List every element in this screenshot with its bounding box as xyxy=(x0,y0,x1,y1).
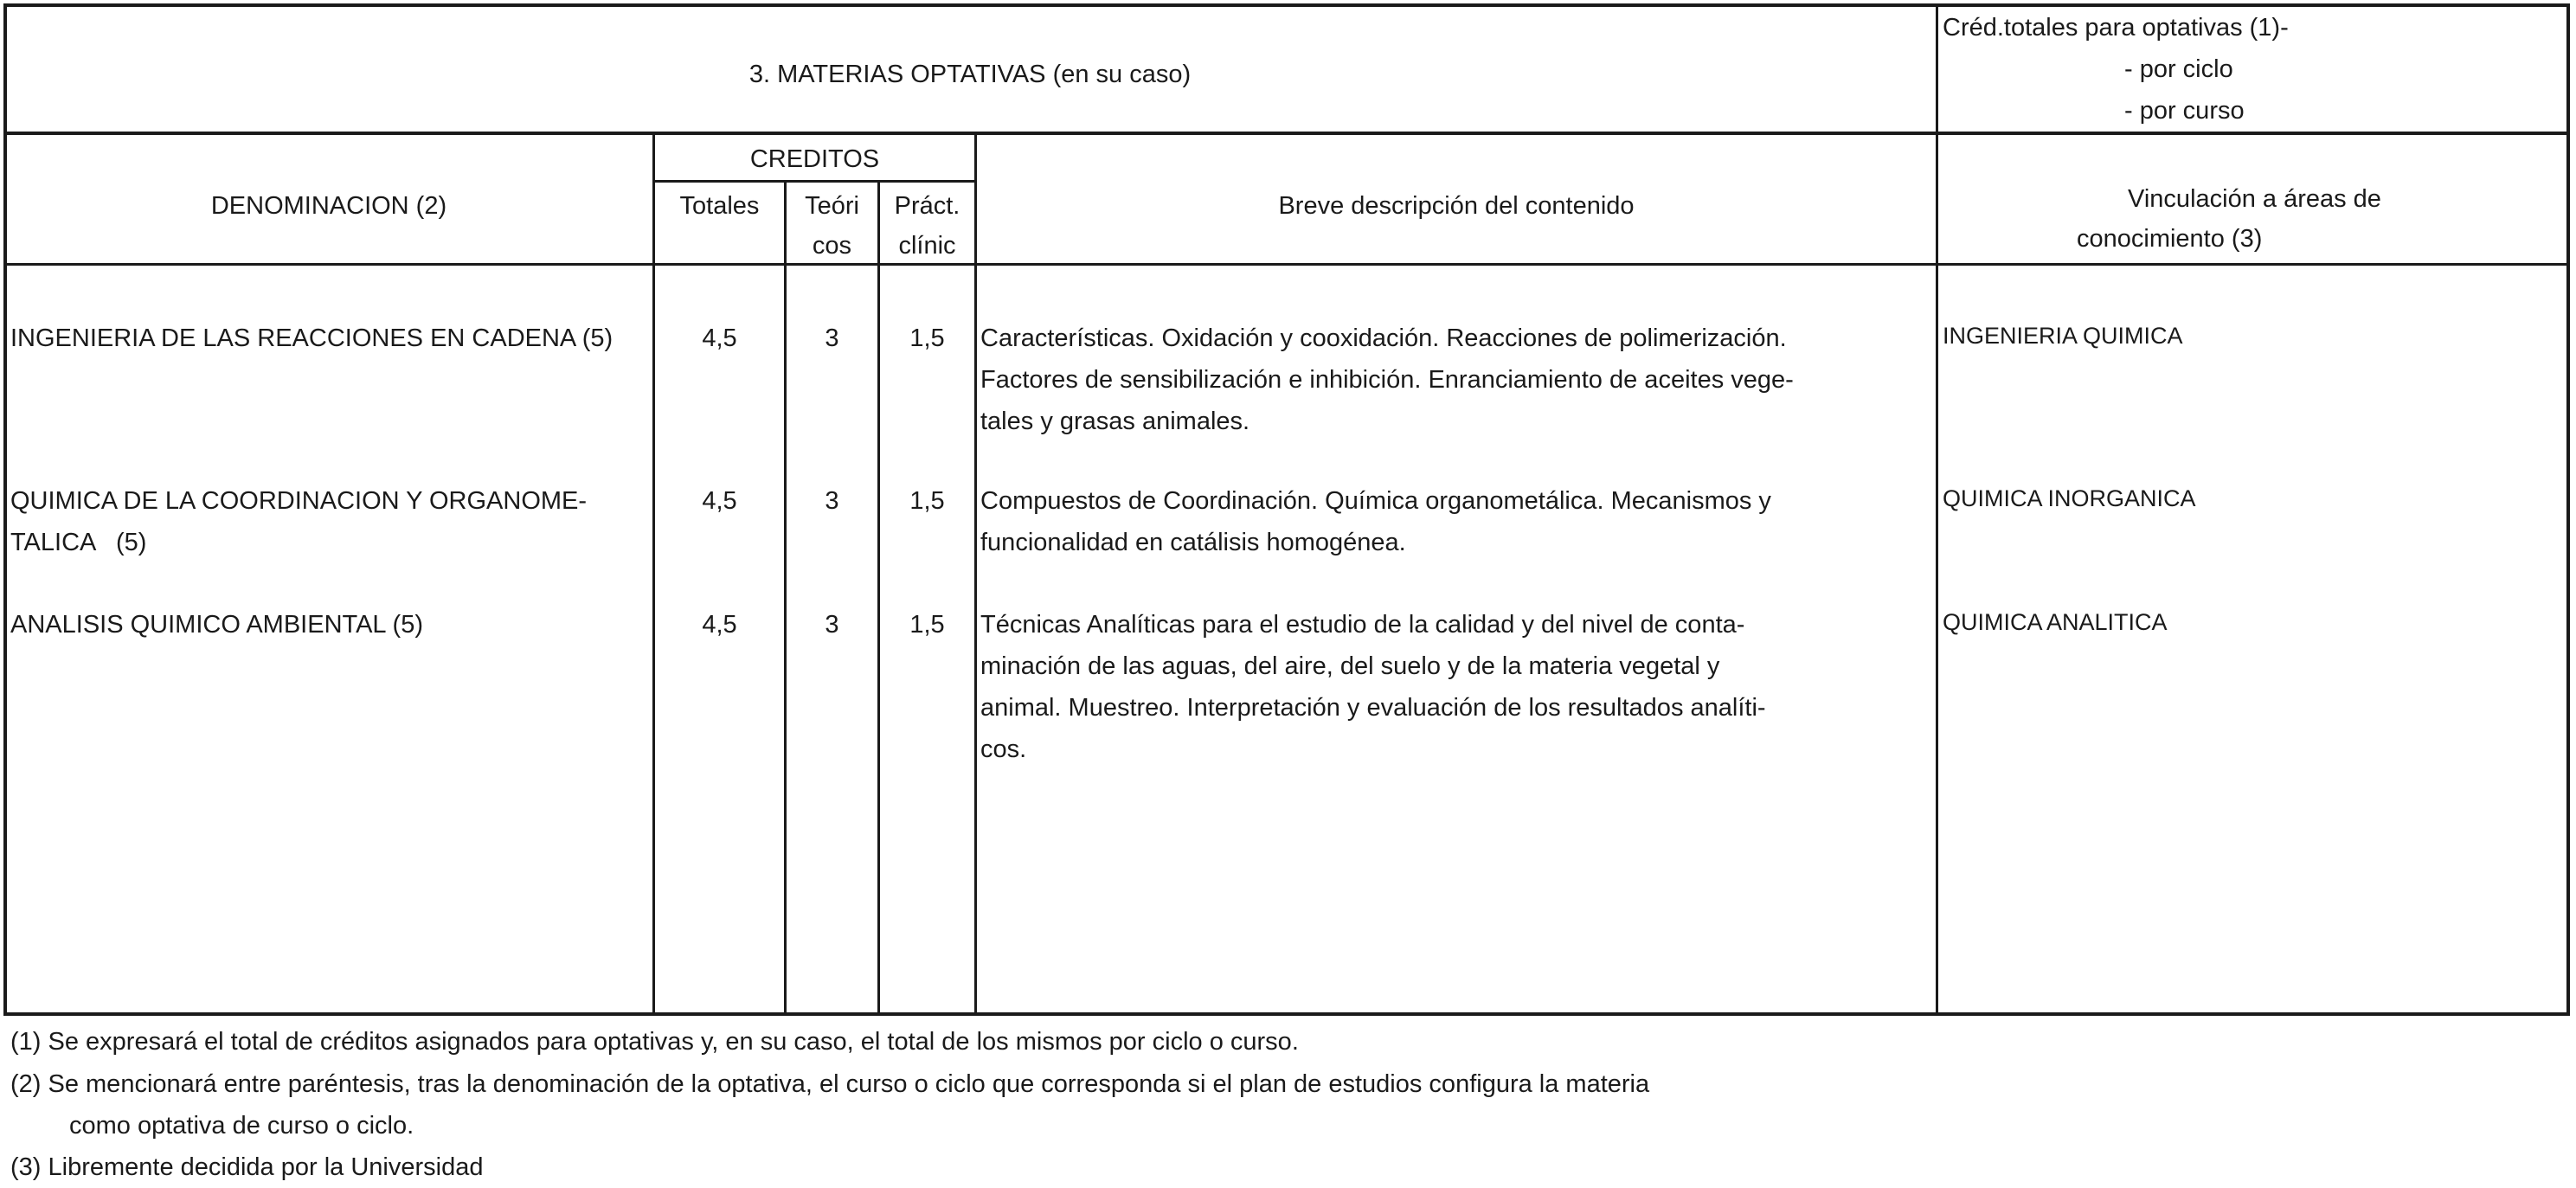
col-divider-practicos xyxy=(877,180,880,1016)
desc-line: Técnicas Analíticas para el estudio de la calidad y del nivel de conta- xyxy=(980,611,1745,639)
totals-label-line1: Créd.totales para optativas (1)- xyxy=(1943,14,2289,42)
row-teoricos: 3 xyxy=(825,487,839,515)
row-descripcion xyxy=(980,480,1924,563)
totals-label-line2: - por ciclo xyxy=(2124,55,2233,83)
row-area: INGENIERIA QUIMICA xyxy=(1943,323,2183,349)
row-denominacion: ANALISIS QUIMICO AMBIENTAL (5) xyxy=(10,611,423,639)
desc-line: funcionalidad en catálisis homogénea. xyxy=(980,529,1406,556)
col-header-vinculacion-1: Vinculación a áreas de xyxy=(2128,185,2381,213)
row-denominacion: QUIMICA DE LA COORDINACION Y ORGANOME- xyxy=(10,487,588,515)
col-divider-teoricos xyxy=(784,180,787,1016)
row-totales: 4,5 xyxy=(702,611,737,639)
col-divider-totales xyxy=(652,132,655,1016)
row-practicos: 1,5 xyxy=(909,324,945,352)
desc-line: Compuestos de Coordinación. Química organometálica. Mecanismos y xyxy=(980,487,1771,515)
row-denominacion: INGENIERIA DE LAS REACCIONES EN CADENA (5) xyxy=(10,324,613,352)
row-teoricos: 3 xyxy=(825,324,839,352)
col-divider-areas xyxy=(1936,3,1938,1016)
creditos-divider xyxy=(652,180,976,183)
col-header-teoricos-1: Teóri xyxy=(805,192,859,220)
col-header-creditos: CREDITOS xyxy=(749,145,880,173)
row-teoricos: 3 xyxy=(825,611,839,639)
footnote-2-cont: como optativa de curso o ciclo. xyxy=(69,1112,414,1140)
col-header-denominacion: DENOMINACION (2) xyxy=(210,192,447,220)
row-descripcion xyxy=(980,318,1924,442)
desc-line: animal. Muestreo. Interpretación y evaluación de los resultados analíti- xyxy=(980,694,1766,722)
totals-label-line3: - por curso xyxy=(2124,97,2245,125)
desc-line: Características. Oxidación y cooxidación. Reacciones de polimerización. xyxy=(980,324,1787,352)
footnote-2: (2) Se mencionará entre paréntesis, tras la denominación de la optativa, el curso o ciclo que corresponda si el plan de estudios configura la materia xyxy=(10,1070,1650,1098)
footnote-3: (3) Libremente decidida por la Universidad xyxy=(10,1153,484,1181)
row-area: QUIMICA INORGANICA xyxy=(1943,485,2196,511)
col-divider-descripcion xyxy=(974,132,977,1016)
desc-line: minación de las aguas, del aire, del suelo y de la materia vegetal y xyxy=(980,652,1720,680)
col-header-teoricos-2: cos xyxy=(812,232,852,260)
footnote-1: (1) Se expresará el total de créditos asignados para optativas y, en su caso, el total de los mismos por ciclo o curso. xyxy=(10,1028,1299,1056)
row-practicos: 1,5 xyxy=(909,611,945,639)
row-descripcion xyxy=(980,604,1924,770)
row-practicos: 1,5 xyxy=(909,487,945,515)
row-denominacion-cont: TALICA (5) xyxy=(10,529,147,556)
header-divider xyxy=(3,132,2570,135)
desc-line: tales y grasas animales. xyxy=(980,408,1250,435)
col-header-practicos-2: clínic xyxy=(898,232,956,260)
col-header-totales: Totales xyxy=(679,192,760,220)
desc-line: Factores de sensibilización e inhibición. Enranciamiento de aceites vege- xyxy=(980,366,1794,394)
columns-divider xyxy=(3,263,2570,266)
row-area: QUIMICA ANALITICA xyxy=(1943,609,2168,635)
row-totales: 4,5 xyxy=(702,324,737,352)
row-totales: 4,5 xyxy=(702,487,737,515)
col-header-practicos-1: Práct. xyxy=(894,192,960,220)
col-header-descripcion: Breve descripción del contenido xyxy=(1278,192,1635,220)
col-header-vinculacion-2: conocimiento (3) xyxy=(2077,225,2263,253)
section-title: 3. MATERIAS OPTATIVAS (en su caso) xyxy=(748,61,1192,88)
desc-line: cos. xyxy=(980,735,1027,763)
